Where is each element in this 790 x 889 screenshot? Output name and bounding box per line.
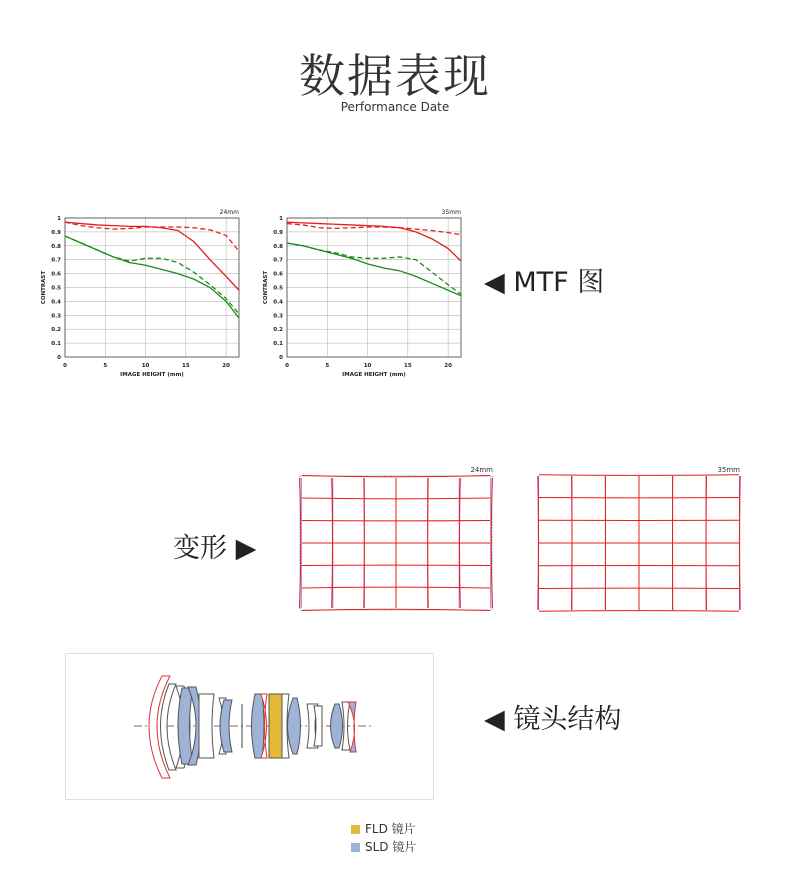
x-tick-label: 10 (363, 363, 372, 369)
x-tick-label: 15 (182, 363, 190, 369)
y-tick-label: 0.3 (273, 313, 283, 320)
sld-lens-element (288, 698, 301, 754)
sld-lens-element (331, 704, 343, 748)
legend-label: SLD 镜片 (365, 840, 417, 854)
x-tick-label: 0 (285, 363, 289, 369)
y-tick-label: 0.7 (273, 257, 283, 264)
y-tick-label: 0.7 (51, 257, 61, 264)
y-tick-label: 0.9 (51, 229, 61, 236)
distortion-grid-line (740, 476, 741, 610)
lens-construction-label: ◀ 镜头结构 (484, 704, 622, 735)
distortion-title-35mm: 35mm (717, 466, 740, 474)
chart-title: 35mm (441, 209, 461, 216)
sld-lens-element (178, 688, 193, 764)
page-title: 数据表现 (299, 49, 491, 103)
y-tick-label: 0 (57, 355, 61, 361)
sld-lens-element (252, 694, 265, 758)
y-tick-label: 1 (279, 216, 283, 222)
x-tick-label: 10 (141, 363, 150, 369)
y-tick-label: 0.9 (273, 229, 283, 236)
y-axis-title: CONTRAST (41, 270, 47, 305)
y-tick-label: 0.4 (51, 299, 61, 306)
distortion-label: 变形 ▶ (173, 533, 257, 564)
y-tick-label: 0.4 (273, 299, 283, 306)
y-tick-label: 1 (57, 216, 61, 222)
sld-swatch-icon (351, 843, 360, 852)
lens-element (161, 684, 177, 770)
mtf-label: ◀ MTF 图 (484, 267, 605, 298)
chart-title: 24mm (219, 209, 239, 216)
distortion-grid-line (539, 475, 739, 476)
y-tick-label: 0.5 (51, 285, 61, 292)
page-subtitle: Performance Date (340, 100, 450, 114)
x-tick-label: 20 (222, 363, 230, 369)
y-tick-label: 0.5 (273, 285, 283, 292)
x-tick-label: 0 (63, 363, 67, 369)
distortion-title-24mm: 24mm (470, 466, 493, 474)
y-tick-label: 0.1 (51, 341, 61, 348)
x-tick-label: 5 (103, 363, 108, 369)
x-tick-label: 5 (325, 363, 330, 369)
x-axis-title: IMAGE HEIGHT (mm) (120, 372, 184, 378)
legend-item-sld (351, 838, 416, 855)
distortion-grid-24mm (295, 463, 500, 615)
dashed-red-series-line (287, 224, 461, 235)
distortion-grid-35mm (533, 463, 745, 615)
y-tick-label: 0.1 (273, 341, 283, 348)
legend-item-fld (351, 820, 416, 837)
dashed-green-series-line (65, 236, 239, 314)
x-axis-title: IMAGE HEIGHT (mm) (342, 372, 406, 378)
mtf-chart-24mm (40, 205, 250, 385)
x-tick-label: 20 (444, 363, 452, 369)
y-tick-label: 0.3 (51, 313, 61, 320)
y-tick-label: 0.6 (273, 271, 283, 278)
dashed-green-series-line (287, 243, 461, 294)
fld-lens-element (269, 694, 282, 758)
fld-swatch-icon (351, 825, 360, 834)
solid-red-series-line (65, 222, 239, 290)
y-tick-label: 0.8 (273, 243, 283, 250)
solid-green-series-line (65, 236, 239, 318)
lens-element (199, 694, 214, 758)
legend-label: FLD 镜片 (365, 822, 416, 836)
y-tick-label: 0.6 (51, 271, 61, 278)
y-tick-label: 0.8 (51, 243, 61, 250)
y-tick-label: 0 (279, 355, 283, 361)
mtf-chart-35mm (262, 205, 472, 385)
y-axis-title: CONTRAST (263, 270, 269, 305)
lens-construction-diagram (65, 653, 434, 800)
solid-red-series-line (287, 222, 461, 261)
x-tick-label: 15 (404, 363, 412, 369)
distortion-grid-line (538, 476, 539, 610)
y-tick-label: 0.2 (273, 327, 283, 334)
distortion-grid-line (539, 611, 739, 612)
y-tick-label: 0.2 (51, 327, 61, 334)
solid-green-series-line (287, 243, 461, 296)
